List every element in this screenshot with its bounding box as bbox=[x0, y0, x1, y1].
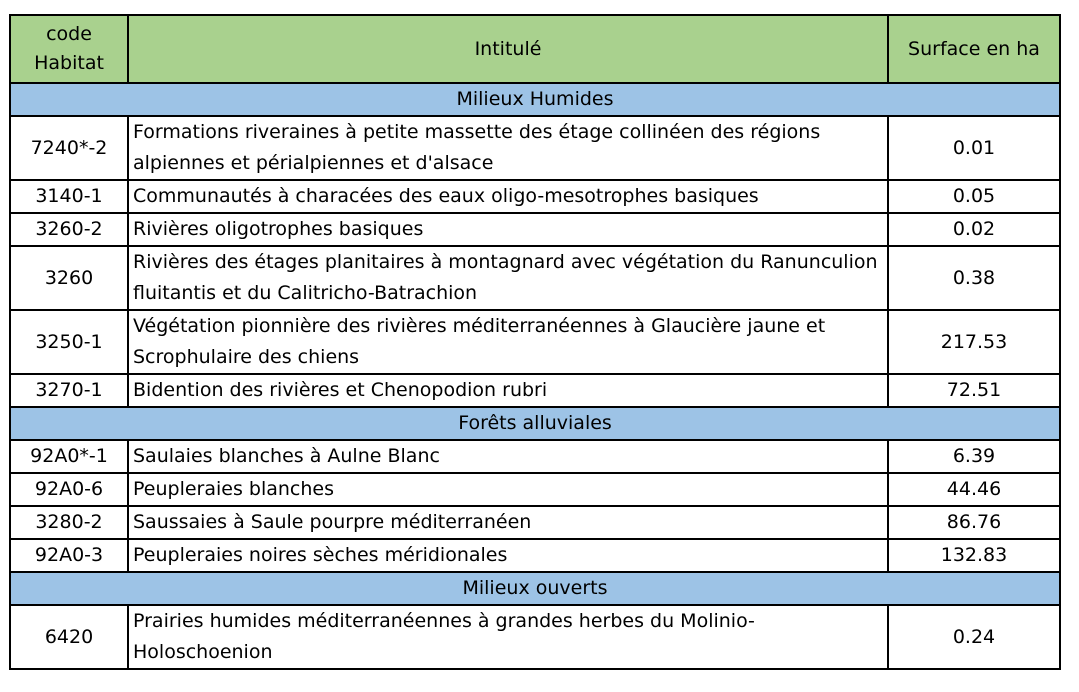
header-surface: Surface en ha bbox=[888, 15, 1060, 83]
code-cell: 3270-1 bbox=[10, 374, 128, 407]
table-row bbox=[10, 116, 1060, 180]
title-cell: Bidention des rivières et Chenopodion rubri bbox=[128, 374, 888, 407]
code-cell: 92A0-6 bbox=[10, 473, 128, 506]
code-cell: 3260 bbox=[10, 246, 128, 310]
section-title: Milieux Humides bbox=[10, 83, 1060, 116]
code-cell: 3140-1 bbox=[10, 180, 128, 213]
habitat-table bbox=[9, 14, 1061, 670]
section-title: Milieux ouverts bbox=[10, 572, 1060, 605]
code-cell: 92A0-3 bbox=[10, 539, 128, 572]
title-cell: Formations riveraines à petite massette des étage collinéen des régions alpiennes et périalpiennes et d'alsace bbox=[128, 116, 888, 180]
code-cell: 3250-1 bbox=[10, 310, 128, 374]
section-row-milieux-humides bbox=[10, 83, 1060, 116]
surface-cell: 217.53 bbox=[888, 310, 1060, 374]
title-cell: Saulaies blanches à Aulne Blanc bbox=[128, 440, 888, 473]
section-row-milieux-ouverts bbox=[10, 572, 1060, 605]
surface-cell: 0.01 bbox=[888, 116, 1060, 180]
section-row-forets-alluviales bbox=[10, 407, 1060, 440]
table-row bbox=[10, 310, 1060, 374]
table-row bbox=[10, 473, 1060, 506]
title-cell: Saussaies à Saule pourpre méditerranéen bbox=[128, 506, 888, 539]
code-cell: 3280-2 bbox=[10, 506, 128, 539]
table-row bbox=[10, 605, 1060, 669]
table-row bbox=[10, 180, 1060, 213]
code-cell: 3260-2 bbox=[10, 213, 128, 246]
header-code bbox=[10, 15, 128, 83]
header-code-line1: code bbox=[46, 23, 92, 45]
header-title: Intitulé bbox=[128, 15, 888, 83]
code-cell: 92A0*-1 bbox=[10, 440, 128, 473]
section-title: Forêts alluviales bbox=[10, 407, 1060, 440]
title-cell: Peupleraies noires sèches méridionales bbox=[128, 539, 888, 572]
code-cell: 6420 bbox=[10, 605, 128, 669]
surface-cell: 44.46 bbox=[888, 473, 1060, 506]
surface-cell: 132.83 bbox=[888, 539, 1060, 572]
code-cell: 7240*-2 bbox=[10, 116, 128, 180]
title-cell: Rivières des étages planitaires à montagnard avec végétation du Ranunculion fluitantis et du Calitricho-Batrachion bbox=[128, 246, 888, 310]
surface-cell: 6.39 bbox=[888, 440, 1060, 473]
surface-cell: 72.51 bbox=[888, 374, 1060, 407]
title-cell: Communautés à characées des eaux oligo-mesotrophes basiques bbox=[128, 180, 888, 213]
surface-cell: 0.02 bbox=[888, 213, 1060, 246]
table-row bbox=[10, 374, 1060, 407]
table-row bbox=[10, 440, 1060, 473]
table-row bbox=[10, 506, 1060, 539]
table-row bbox=[10, 246, 1060, 310]
table-row bbox=[10, 539, 1060, 572]
title-cell: Peupleraies blanches bbox=[128, 473, 888, 506]
surface-cell: 0.38 bbox=[888, 246, 1060, 310]
surface-cell: 0.24 bbox=[888, 605, 1060, 669]
title-cell: Végétation pionnière des rivières méditerranéennes à Glaucière jaune et Scrophulaire des chiens bbox=[128, 310, 888, 374]
table-row bbox=[10, 213, 1060, 246]
header-code-line2: Habitat bbox=[34, 52, 104, 74]
surface-cell: 86.76 bbox=[888, 506, 1060, 539]
surface-cell: 0.05 bbox=[888, 180, 1060, 213]
table-header-row bbox=[10, 15, 1060, 83]
title-cell: Rivières oligotrophes basiques bbox=[128, 213, 888, 246]
title-cell: Prairies humides méditerranéennes à grandes herbes du Molinio-Holoschoenion bbox=[128, 605, 888, 669]
